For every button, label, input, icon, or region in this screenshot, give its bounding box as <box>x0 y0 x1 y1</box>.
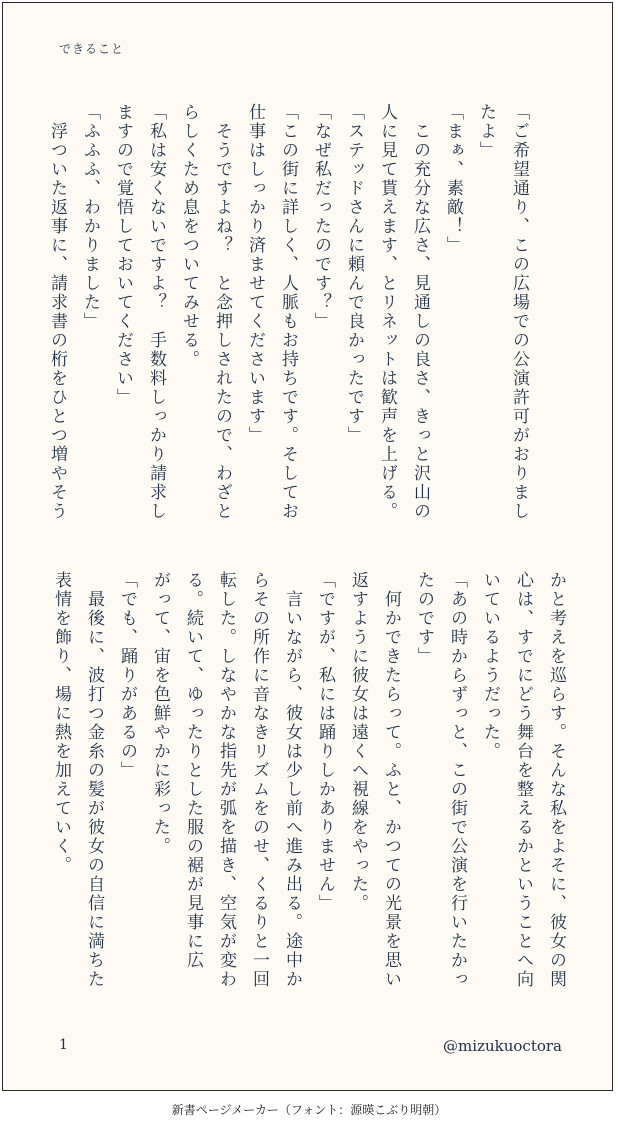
footer-credit: 新書ページメーカー（フォント：源暎こぶり明朝） <box>171 1103 447 1117</box>
text-line: 転した。しなやかな指先が弧を描き、空気が変わ <box>216 571 236 989</box>
text-line: いているようだった。 <box>480 571 500 761</box>
text-line: ますので覚悟しておいてください」 <box>113 103 133 407</box>
text-line: 「まぁ、素敵！」 <box>443 103 463 255</box>
text-line: 最後に、波打つ金糸の髪が彼女の自信に満ちた <box>84 571 104 989</box>
text-line: らしくため息をついてみせる。 <box>179 103 199 369</box>
text-line: る。続いて、ゆったりとした服の裾が見事に広 <box>183 571 203 970</box>
text-line: 「でも、踊りがあるの」 <box>117 571 137 780</box>
text-line: かと考えを巡らす。そんな私をよそに、彼女の関 <box>546 571 566 989</box>
text-line: 「ふふふ、わかりました」 <box>80 103 100 331</box>
text-line: らその所作に音なきリズムをのせ、くるりと一回 <box>249 571 269 989</box>
text-line: 浮ついた返事に、請求書の桁をひとつ増やそう <box>47 103 67 521</box>
text-line: この充分な広さ、見通しの良さ、きっと沢山の <box>410 103 430 521</box>
text-line: 仕事はしっかり済ませてくださいます」 <box>245 103 265 445</box>
text-line: 「私は安くないですよ？ 手数料しっかり請求し <box>146 103 166 521</box>
text-line: 表情を飾り、場に熱を加えていく。 <box>51 571 71 875</box>
book-page <box>2 2 613 1091</box>
chapter-title: できること <box>59 42 125 56</box>
text-line: 「なぜ私だったのです？」 <box>311 103 331 331</box>
text-line: たよ」 <box>476 103 496 160</box>
text-block-upper <box>47 103 535 521</box>
text-line: がって、宙を色鮮やかに彩った。 <box>150 571 170 856</box>
text-block-lower <box>53 571 572 991</box>
text-line: 「この街に詳しく、人脈もお持ちです。そしてお <box>278 103 298 521</box>
text-line: 「あの時からずっと、この街で公演を行いたかっ <box>447 571 467 989</box>
text-line: 何かできたらって。ふと、かつての光景を思い <box>381 571 401 989</box>
page-number: 1 <box>59 1037 68 1053</box>
text-line: たのです」 <box>414 571 434 666</box>
text-line: 「ですが、私には踊りしかありません」 <box>315 571 335 913</box>
text-line: 「ステッドさんに頼んで良かったです」 <box>344 103 364 445</box>
text-line: そうですよね？ と念押しされたので、わざと <box>212 103 232 521</box>
author-handle: @mizukuoctora <box>443 1037 562 1055</box>
text-line: 言いながら、彼女は少し前へ進み出る。途中か <box>282 571 302 989</box>
text-line: 心は、すでにどう舞台を整えるかということへ向 <box>513 571 533 989</box>
text-line: 「ご希望通り、この広場での公演許可がおりまし <box>509 103 529 521</box>
text-line: 人に見て貰えます、とリネットは歓声を上げる。 <box>377 103 397 521</box>
text-line: 返すように彼女は遠くへ視線をやった。 <box>348 571 368 913</box>
